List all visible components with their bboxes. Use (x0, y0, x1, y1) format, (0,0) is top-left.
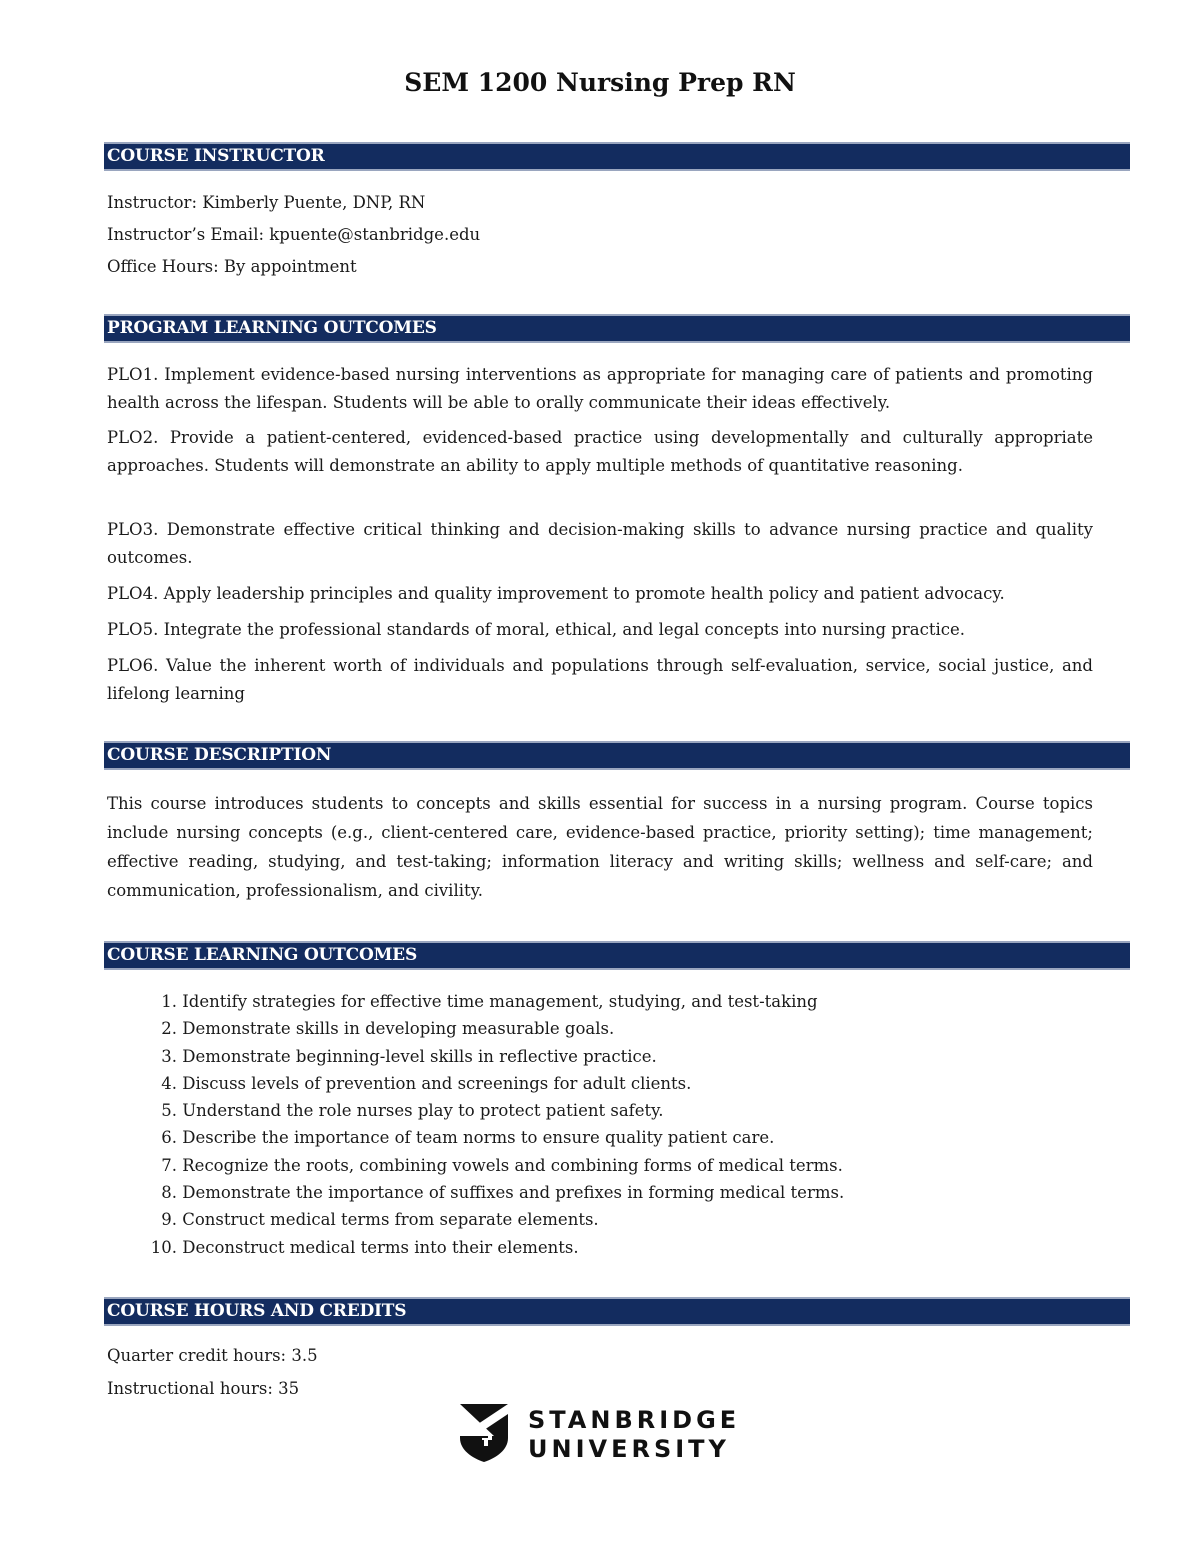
list-item-number: 5. (161, 1101, 177, 1121)
quarter-credit-hours: Quarter credit hours: 3.5 (107, 1346, 318, 1365)
course-description-text: This course introduces students to concepts and skills essential for success in a nursing program. Course topics include nursing concepts (e.g., client-centered care, evidence-based practice, priority setting); time management; effective reading, studying, and test-taking; information literacy and writing skills; wellness and self-care; and communication, professionalism, and civility. (107, 794, 1093, 900)
list-item-text: Discuss levels of prevention and screenings for adult clients. (182, 1073, 692, 1093)
list-item-number: 3. (161, 1046, 177, 1066)
list-item-number: 7. (161, 1155, 177, 1175)
instructor-name: Instructor: Kimberly Puente, DNP, RN (107, 193, 426, 212)
list-item-text: Demonstrate skills in developing measurable goals. (182, 1019, 615, 1039)
list-item-number: 6. (161, 1128, 177, 1148)
list-item (140, 1234, 844, 1261)
section-header-course-instructor: COURSE INSTRUCTOR (104, 142, 1130, 171)
list-item-text: Recognize the roots, combining vowels and combining forms of medical terms. (182, 1155, 843, 1175)
list-item-number: 1. (161, 992, 177, 1011)
section-header-course-learning-outcomes: COURSE LEARNING OUTCOMES (104, 941, 1130, 970)
office-hours: Office Hours: By appointment (107, 257, 357, 276)
instructor-email: Instructor’s Email: kpuente@stanbridge.edu (107, 225, 481, 244)
list-item (140, 1097, 844, 1124)
list-item-text: Demonstrate the importance of suffixes and prefixes in forming medical terms. (182, 1183, 845, 1203)
list-item-text: Describe the importance of team norms to ensure quality patient care. (182, 1128, 775, 1148)
stanbridge-shield-icon (458, 1402, 510, 1464)
list-item (140, 1043, 844, 1070)
list-item-text: Demonstrate beginning-level skills in reflective practice. (182, 1046, 657, 1066)
list-item-text: Construct medical terms from separate elements. (182, 1210, 599, 1230)
list-item-number: 10. (150, 1237, 177, 1257)
plo-item: PLO4. Apply leadership principles and quality improvement to promote health policy and patient advocacy. (107, 584, 1005, 603)
plo-item: PLO5. Integrate the professional standards of moral, ethical, and legal concepts into nursing practice. (107, 620, 965, 639)
logo-line-1: STANBRIDGE (528, 1406, 741, 1434)
logo-line-2: UNIVERSITY (528, 1435, 730, 1463)
section-header-course-description: COURSE DESCRIPTION (104, 741, 1130, 770)
section-header-program-learning-outcomes: PROGRAM LEARNING OUTCOMES (104, 314, 1130, 343)
document-title: SEM 1200 Nursing Prep RN (404, 68, 796, 97)
list-item (140, 1179, 844, 1206)
list-item (140, 1206, 844, 1233)
plo-item: PLO2. Provide a patient-centered, evidenced-based practice using developmentally and culturally appropriate approaches. Students will demonstrate an ability to apply multiple methods of quantitative reasoning. (107, 428, 1093, 475)
list-item-text: Deconstruct medical terms into their elements. (182, 1237, 579, 1257)
list-item-text: Identify strategies for effective time management, studying, and test-taking (182, 992, 818, 1011)
section-header-course-hours-and-credits: COURSE HOURS AND CREDITS (104, 1297, 1130, 1326)
list-item-number: 8. (161, 1183, 177, 1203)
list-item-number: 2. (161, 1019, 177, 1039)
instructional-hours: Instructional hours: 35 (107, 1379, 300, 1398)
list-item (140, 1015, 844, 1042)
list-item (140, 1152, 844, 1179)
list-item-number: 4. (161, 1073, 177, 1093)
plo-item: PLO1. Implement evidence-based nursing interventions as appropriate for managing care of patients and promoting health across the lifespan. Students will be able to orally communicate their ideas effectively. (107, 365, 1093, 412)
list-item (140, 1070, 844, 1097)
list-item-text: Understand the role nurses play to protect patient safety. (182, 1101, 664, 1121)
list-item-number: 9. (161, 1210, 177, 1230)
plo-item: PLO6. Value the inherent worth of individuals and populations through self-evaluation, service, social justice, and lifelong learning (107, 656, 1093, 703)
course-learning-outcomes-list (140, 988, 844, 1261)
stanbridge-university-logo (458, 1402, 748, 1466)
list-item (140, 1124, 844, 1151)
list-item (140, 988, 844, 1015)
plo-item: PLO3. Demonstrate effective critical thinking and decision-making skills to advance nursing practice and quality outcomes. (107, 520, 1093, 567)
